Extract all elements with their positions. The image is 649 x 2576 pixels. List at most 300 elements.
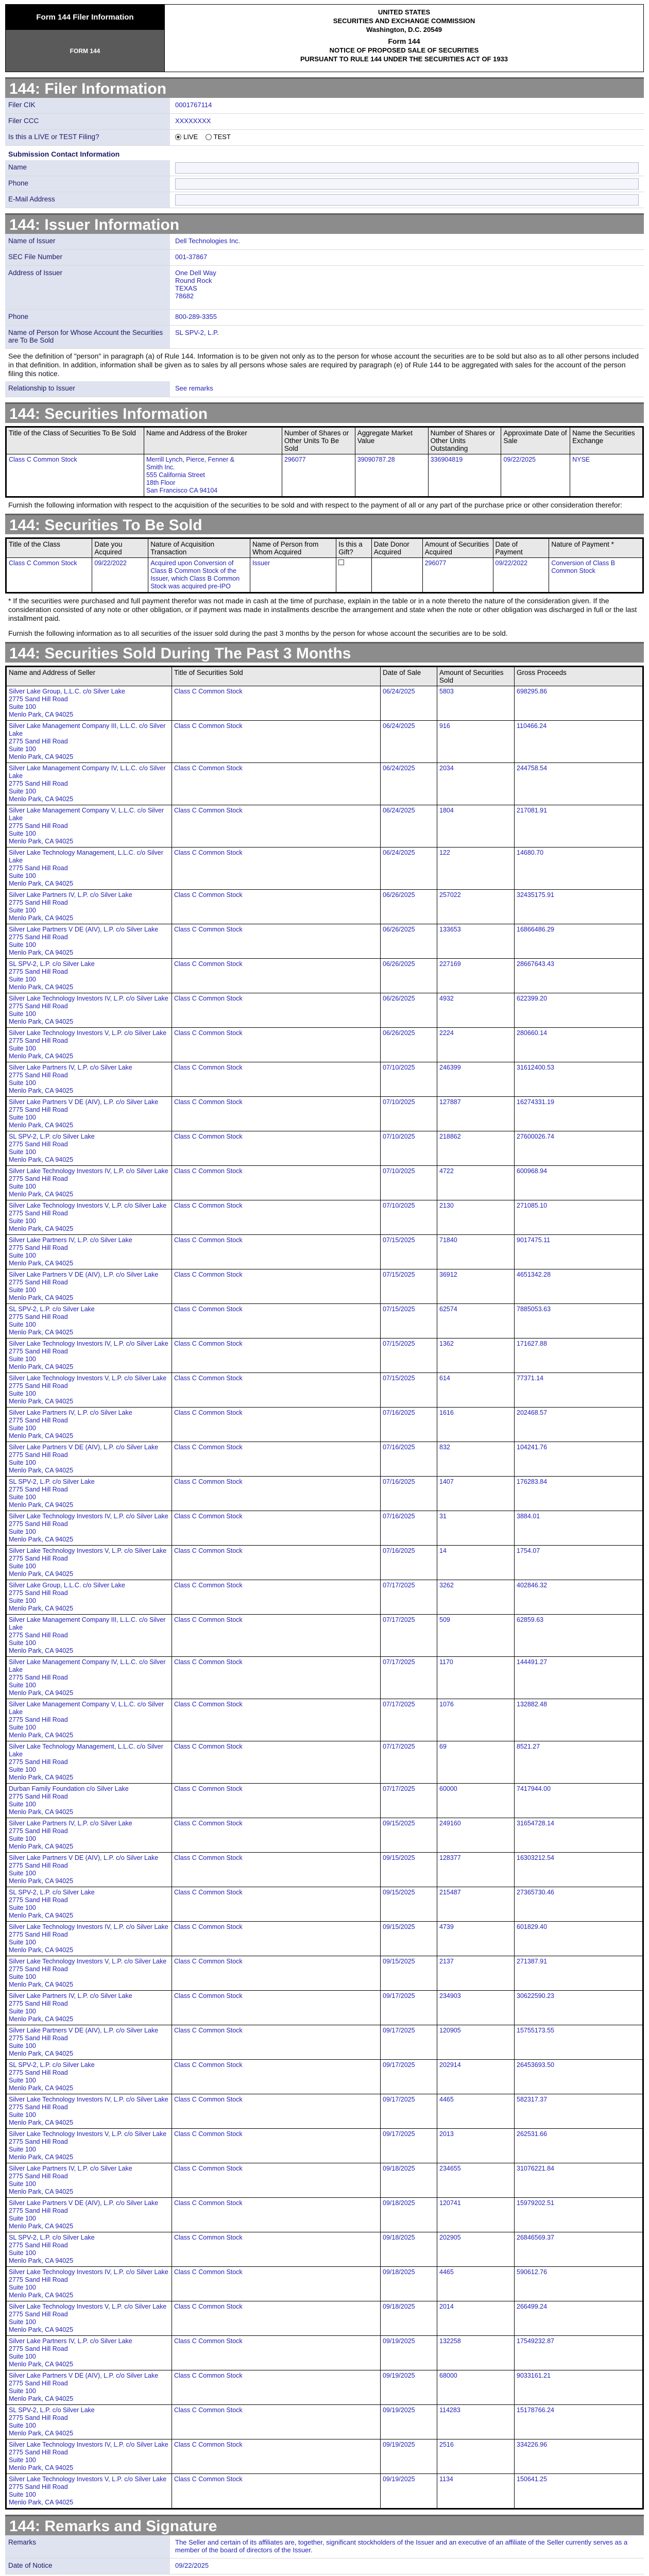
label: SEC File Number	[5, 250, 170, 265]
sale-date: 09/17/2025	[381, 2094, 437, 2129]
seller-address-line: Suite 100	[9, 1835, 36, 1842]
column-header: Name and Address of the Broker	[144, 427, 282, 454]
seller-address-line: 2775 Sand Hill Road	[9, 1348, 68, 1355]
label: Name of Issuer	[5, 234, 170, 249]
label: Remarks	[5, 2535, 170, 2558]
amount-sold: 215487	[437, 1887, 515, 1922]
broker-line: 555 California Street	[146, 471, 205, 479]
table-row	[6, 993, 643, 1028]
seller-address-line: Suite 100	[9, 1870, 36, 1877]
gross-proceeds: 144491.27	[515, 1657, 643, 1699]
seller-address-line: 2775 Sand Hill Road	[9, 1003, 68, 1010]
seller-address-line: Menlo Park, CA 94025	[9, 2499, 74, 2506]
sale-date: 07/16/2025	[381, 1511, 437, 1546]
gross-proceeds: 17549232.87	[515, 2336, 643, 2370]
gross-proceeds: 27365730.46	[515, 1887, 643, 1922]
table-row	[6, 2336, 643, 2370]
seller-address-line: Suite 100	[9, 1494, 36, 1501]
seller-address-line: 2775 Sand Hill Road	[9, 1417, 68, 1424]
seller-name: Silver Lake Management Company V, L.L.C. c/o Silver Lake	[9, 807, 164, 822]
security-title: Class C Common Stock	[172, 1657, 381, 1699]
security-title: Class C Common Stock	[172, 1269, 381, 1304]
amount-sold: 2224	[437, 1028, 515, 1062]
row-issuer-phone	[5, 310, 644, 326]
header-line: UNITED STATES	[378, 8, 431, 16]
column-header: Approximate Date of Sale	[501, 427, 570, 454]
sale-date: 09/15/2025	[381, 1956, 437, 1991]
sale-date: 09/19/2025	[381, 2439, 437, 2474]
gross-proceeds: 32435175.91	[515, 890, 643, 924]
table-header-row	[6, 667, 643, 686]
seller-address-line: Menlo Park, CA 94025	[9, 2326, 74, 2333]
seller-address-line: Menlo Park, CA 94025	[9, 914, 74, 922]
gross-proceeds: 16303212.54	[515, 1853, 643, 1887]
amount-sold: 62574	[437, 1304, 515, 1338]
seller-address-line: Suite 100	[9, 1682, 36, 1689]
seller-name: Silver Lake Technology Investors V, L.P. c/o Silver Lake	[9, 2303, 167, 2310]
seller-address-line: 2775 Sand Hill Road	[9, 865, 68, 872]
seller-address-line: Menlo Park, CA 94025	[9, 1981, 74, 1988]
sale-date: 07/10/2025	[381, 1200, 437, 1235]
label: Is this a LIVE or TEST Filing?	[5, 130, 170, 145]
table-row	[6, 2439, 643, 2474]
amount-sold: 132258	[437, 2336, 515, 2370]
amount-sold: 36912	[437, 1269, 515, 1304]
seller-name-address	[6, 1200, 172, 1235]
section-heading-securities: 144: Securities Information	[5, 402, 644, 423]
sale-date: 07/10/2025	[381, 1131, 437, 1166]
cell-amount: 296077	[422, 558, 493, 593]
seller-name-address	[6, 1097, 172, 1131]
seller-address-line: 2775 Sand Hill Road	[9, 822, 68, 829]
broker-line: Smith Inc.	[146, 464, 175, 471]
seller-name: Silver Lake Technology Investors V, L.P. c/o Silver Lake	[9, 1029, 167, 1037]
payment-footnote: * If the securities were purchased and full payment therefor was not made in cash at the time of purchase, explain in the table or in a note thereto the nature of the consideration given. If the consideration consisted of any note or other obligation, or if payment was made in installments describe the arrangement and state when the note or other obligation was discharged in full or the last installment paid.	[8, 597, 637, 622]
sale-date: 07/17/2025	[381, 1784, 437, 1818]
seller-name: Silver Lake Technology Investors V, L.P. c/o Silver Lake	[9, 1375, 167, 1382]
gross-proceeds: 16274331.19	[515, 1097, 643, 1131]
row-contact-name	[5, 160, 644, 176]
address-line: 78682	[175, 292, 194, 300]
column-header: Name of Person from Whom Acquired	[250, 538, 336, 558]
sale-date: 06/26/2025	[381, 993, 437, 1028]
table-row	[6, 1408, 643, 1442]
row-sec-file	[5, 250, 644, 266]
sale-date: 07/17/2025	[381, 1699, 437, 1741]
table-row	[6, 805, 643, 848]
seller-name: Silver Lake Partners IV, L.P. c/o Silver Lake	[9, 1064, 132, 1071]
table-row	[6, 721, 643, 763]
table-row	[6, 1887, 643, 1922]
seller-name: Silver Lake Management Company III, L.L.C. c/o Silver Lake	[9, 722, 166, 737]
gross-proceeds: 217081.91	[515, 805, 643, 848]
sale-date: 06/26/2025	[381, 959, 437, 993]
sale-date: 07/15/2025	[381, 1373, 437, 1408]
gross-proceeds: 3884.01	[515, 1511, 643, 1546]
contact-name-field[interactable]	[175, 162, 639, 174]
filer-cik-value: 0001767114	[175, 101, 212, 109]
security-title: Class C Common Stock	[172, 1699, 381, 1741]
label: Name of Person for Whose Account the Securities are To Be Sold	[5, 326, 170, 348]
securities-info-table	[5, 426, 644, 498]
gross-proceeds: 104241.76	[515, 1442, 643, 1477]
table-row	[6, 1580, 643, 1615]
security-title: Class C Common Stock	[172, 1991, 381, 2025]
amount-sold: 2516	[437, 2439, 515, 2474]
broker-line: Merrill Lynch, Pierce, Fenner &	[146, 456, 235, 463]
gross-proceeds: 1754.07	[515, 1546, 643, 1580]
table-row	[6, 2060, 643, 2094]
seller-name: Silver Lake Partners V DE (AIV), L.P. c/o Silver Lake	[9, 2199, 159, 2207]
cell-title: Class C Common Stock	[6, 558, 92, 593]
security-title: Class C Common Stock	[172, 1442, 381, 1477]
seller-address-line: Suite 100	[9, 1286, 36, 1294]
table-row	[6, 1853, 643, 1887]
seller-address-line: 2775 Sand Hill Road	[9, 2483, 68, 2490]
seller-name-address	[6, 1131, 172, 1166]
seller-address-line: Menlo Park, CA 94025	[9, 1363, 74, 1370]
label: Phone	[5, 310, 170, 325]
seller-name: Silver Lake Technology Investors IV, L.P. c/o Silver Lake	[9, 1513, 168, 1520]
seller-name-address	[6, 1028, 172, 1062]
contact-email-field[interactable]	[175, 194, 639, 206]
seller-address-line: Suite 100	[9, 1801, 36, 1808]
seller-name: Silver Lake Management Company IV, L.L.C. c/o Silver Lake	[9, 765, 166, 779]
security-title: Class C Common Stock	[172, 2094, 381, 2129]
seller-address-line: Menlo Park, CA 94025	[9, 880, 74, 887]
section-heading-filer: 144: Filer Information	[5, 77, 644, 98]
seller-name: Silver Lake Technology Investors IV, L.P. c/o Silver Lake	[9, 995, 168, 1002]
seller-name: Silver Lake Group, L.L.C. c/o Silver Lake	[9, 688, 125, 695]
seller-address-line: Suite 100	[9, 1148, 36, 1156]
table-row	[6, 924, 643, 959]
row-contact-email	[5, 192, 644, 208]
notice-line: NOTICE OF PROPOSED SALE OF SECURITIES	[329, 46, 479, 54]
table-row	[6, 686, 643, 721]
seller-name-address	[6, 2129, 172, 2163]
seller-address-line: Menlo Park, CA 94025	[9, 838, 74, 845]
seller-name-address	[6, 1442, 172, 1477]
seller-name-address	[6, 1062, 172, 1097]
seller-address-line: Menlo Park, CA 94025	[9, 795, 74, 803]
seller-address-line: Menlo Park, CA 94025	[9, 1689, 74, 1697]
table-row	[6, 1235, 643, 1269]
seller-name-address	[6, 1853, 172, 1887]
issuer-address-value	[170, 266, 644, 303]
sale-date: 07/16/2025	[381, 1477, 437, 1511]
seller-name-address	[6, 1991, 172, 2025]
table-row	[6, 1922, 643, 1956]
sale-date: 06/24/2025	[381, 721, 437, 763]
seller-address-line: Suite 100	[9, 2111, 36, 2119]
seller-address-line: Menlo Park, CA 94025	[9, 2154, 74, 2161]
security-title: Class C Common Stock	[172, 1546, 381, 1580]
column-header: Amount of Securities Acquired	[422, 538, 493, 558]
seller-address-line: Menlo Park, CA 94025	[9, 1432, 74, 1439]
amount-sold: 257022	[437, 890, 515, 924]
table-row	[6, 1131, 643, 1166]
seller-name: Silver Lake Management Company V, L.L.C. c/o Silver Lake	[9, 1701, 164, 1716]
test-radio[interactable]	[206, 134, 212, 140]
sale-date: 06/26/2025	[381, 924, 437, 959]
seller-address-line: Suite 100	[9, 2180, 36, 2188]
amount-sold: 31	[437, 1511, 515, 1546]
header-line: Washington, D.C. 20549	[366, 26, 442, 33]
table-row	[6, 1477, 643, 1511]
security-title: Class C Common Stock	[172, 1956, 381, 1991]
seller-name: Silver Lake Technology Investors IV, L.P. c/o Silver Lake	[9, 2268, 168, 2276]
security-title: Class C Common Stock	[172, 1062, 381, 1097]
seller-name: Silver Lake Partners IV, L.P. c/o Silver Lake	[9, 2165, 132, 2172]
seller-address-line: Suite 100	[9, 1425, 36, 1432]
sale-date: 09/19/2025	[381, 2336, 437, 2370]
contact-heading: Submission Contact Information	[8, 150, 120, 158]
cell-from: Issuer	[250, 558, 336, 593]
gross-proceeds: 9017475.11	[515, 1235, 643, 1269]
table-row	[6, 1028, 643, 1062]
seller-address-line: Menlo Park, CA 94025	[9, 1294, 74, 1301]
security-title: Class C Common Stock	[172, 2474, 381, 2509]
seller-name-address	[6, 1741, 172, 1784]
gross-proceeds: 31654728.14	[515, 1818, 643, 1853]
seller-name-address	[6, 2267, 172, 2301]
seller-address-line: Suite 100	[9, 745, 36, 753]
amount-sold: 249160	[437, 1818, 515, 1853]
seller-name: Silver Lake Partners IV, L.P. c/o Silver Lake	[9, 1409, 132, 1416]
tab-filer-information[interactable]: Form 144 Filer Information	[5, 4, 165, 30]
sale-date: 06/26/2025	[381, 1028, 437, 1062]
acquisition-note: Furnish the following information with respect to the acquisition of the securities to be sold and with respect to the payment of all or any part of the purchase price or other consideration therefor:	[8, 501, 623, 509]
seller-address-line: Menlo Park, CA 94025	[9, 1225, 74, 1232]
seller-address-line: Suite 100	[9, 2215, 36, 2222]
cell-shares: 296077	[282, 454, 355, 497]
column-header: Number of Shares or Other Units Outstanding	[428, 427, 501, 454]
table-row	[6, 1699, 643, 1741]
seller-name: Durban Family Foundation c/o Silver Lake	[9, 1785, 129, 1792]
gross-proceeds: 4651342.28	[515, 1269, 643, 1304]
cell-gift	[336, 558, 371, 593]
sale-date: 09/19/2025	[381, 2405, 437, 2439]
column-header: Date you Acquired	[92, 538, 148, 558]
seller-name-address	[6, 2439, 172, 2474]
address-line: TEXAS	[175, 284, 197, 292]
gross-proceeds: 600968.94	[515, 1166, 643, 1200]
gross-proceeds: 31612400.53	[515, 1062, 643, 1097]
seller-name: SL SPV-2, L.P. c/o Silver Lake	[9, 2061, 95, 2069]
amount-sold: 202905	[437, 2232, 515, 2267]
gross-proceeds: 150641.25	[515, 2474, 643, 2509]
seller-address-line: Suite 100	[9, 872, 36, 879]
seller-name-address	[6, 2301, 172, 2336]
sale-date: 07/15/2025	[381, 1235, 437, 1269]
seller-address-line: Menlo Park, CA 94025	[9, 1329, 74, 1336]
gross-proceeds: 402846.32	[515, 1580, 643, 1615]
seller-address-line: Menlo Park, CA 94025	[9, 1912, 74, 1919]
seller-address-line: Menlo Park, CA 94025	[9, 1122, 74, 1129]
seller-name-address	[6, 2060, 172, 2094]
seller-address-line: 2775 Sand Hill Road	[9, 899, 68, 906]
amount-sold: 2130	[437, 1200, 515, 1235]
seller-name-address	[6, 1887, 172, 1922]
seller-address-line: Suite 100	[9, 2456, 36, 2464]
seller-address-line: Suite 100	[9, 1079, 36, 1087]
amount-sold: 4722	[437, 1166, 515, 1200]
seller-name-address	[6, 1511, 172, 1546]
security-title: Class C Common Stock	[172, 1615, 381, 1657]
column-header: Title of the Class of Securities To Be Sold	[6, 427, 144, 454]
sale-date: 07/17/2025	[381, 1657, 437, 1699]
gross-proceeds: 262531.66	[515, 2129, 643, 2163]
live-radio[interactable]	[175, 134, 181, 140]
gross-proceeds: 334226.96	[515, 2439, 643, 2474]
seller-address-line: Menlo Park, CA 94025	[9, 1398, 74, 1405]
row-issuer-address	[5, 266, 644, 310]
amount-sold: 133653	[437, 924, 515, 959]
seller-address-line: Menlo Park, CA 94025	[9, 2464, 74, 2471]
seller-name-address	[6, 2094, 172, 2129]
sale-date: 09/17/2025	[381, 2025, 437, 2060]
amount-sold: 68000	[437, 2370, 515, 2405]
notice-line: PURSUANT TO RULE 144 UNDER THE SECURITIES ACT OF 1933	[300, 55, 508, 63]
seller-address-line: Menlo Park, CA 94025	[9, 984, 74, 991]
gross-proceeds: 8521.27	[515, 1741, 643, 1784]
seller-address-line: 2775 Sand Hill Road	[9, 1451, 68, 1459]
amount-sold: 218862	[437, 1131, 515, 1166]
table-row	[6, 1511, 643, 1546]
security-title: Class C Common Stock	[172, 1784, 381, 1818]
seller-address-line: 2775 Sand Hill Road	[9, 2104, 68, 2111]
gross-proceeds: 176283.84	[515, 1477, 643, 1511]
amount-sold: 1616	[437, 1408, 515, 1442]
column-header: Title of Securities Sold	[172, 667, 381, 686]
label: Address of Issuer	[5, 266, 170, 309]
past-sales-note: Furnish the following information as to all securities of the issuer sold during the past 3 months by the person for whose account the securities are to be sold.	[8, 629, 508, 637]
seller-name: Silver Lake Management Company IV, L.L.C. c/o Silver Lake	[9, 1658, 166, 1673]
table-row	[6, 1546, 643, 1580]
table-row	[6, 454, 643, 497]
seller-name-address	[6, 1615, 172, 1657]
amount-sold: 234903	[437, 1991, 515, 2025]
table-header-row	[6, 427, 643, 454]
column-header: Number of Shares or Other Units To Be Sold	[282, 427, 355, 454]
amount-sold: 128377	[437, 1853, 515, 1887]
seller-address-line: 2775 Sand Hill Road	[9, 1175, 68, 1182]
row-issuer-name	[5, 234, 644, 250]
sale-date: 07/10/2025	[381, 1097, 437, 1131]
table-row	[6, 1991, 643, 2025]
seller-address-line: Suite 100	[9, 976, 36, 983]
header-tabs	[5, 4, 165, 72]
seller-address-line: Suite 100	[9, 2249, 36, 2257]
security-title: Class C Common Stock	[172, 1304, 381, 1338]
seller-address-line: Menlo Park, CA 94025	[9, 1808, 74, 1816]
table-row	[6, 2232, 643, 2267]
seller-address-line: Menlo Park, CA 94025	[9, 1877, 74, 1885]
seller-name-address	[6, 1166, 172, 1200]
table-row	[6, 2267, 643, 2301]
seller-address-line: 2775 Sand Hill Road	[9, 2380, 68, 2387]
form-header	[5, 4, 644, 72]
seller-address-line: Menlo Park, CA 94025	[9, 1843, 74, 1850]
gift-checkbox[interactable]	[338, 560, 344, 565]
table-row	[6, 1818, 643, 1853]
seller-address-line: Suite 100	[9, 1252, 36, 1259]
seller-address-line: 2775 Sand Hill Road	[9, 2173, 68, 2180]
seller-address-line: 2775 Sand Hill Road	[9, 2207, 68, 2214]
amount-sold: 2137	[437, 1956, 515, 1991]
seller-address-line: 2775 Sand Hill Road	[9, 1589, 68, 1597]
security-title: Class C Common Stock	[172, 686, 381, 721]
sale-date: 09/18/2025	[381, 2163, 437, 2198]
seller-address-line: Suite 100	[9, 907, 36, 914]
address-line: One Dell Way	[175, 269, 216, 277]
gross-proceeds: 26846569.37	[515, 2232, 643, 2267]
seller-name: Silver Lake Technology Investors IV, L.P. c/o Silver Lake	[9, 1340, 168, 1347]
seller-address-line: Menlo Park, CA 94025	[9, 2050, 74, 2057]
seller-address-line: 2775 Sand Hill Road	[9, 1632, 68, 1639]
section-heading-remarks: 144: Remarks and Signature	[5, 2515, 644, 2535]
sale-date: 09/17/2025	[381, 2129, 437, 2163]
row-seller-name	[5, 326, 644, 349]
sale-date: 07/17/2025	[381, 1580, 437, 1615]
amount-sold: 120905	[437, 2025, 515, 2060]
seller-address-line: Suite 100	[9, 1045, 36, 1052]
seller-address-line: Menlo Park, CA 94025	[9, 1053, 74, 1060]
gross-proceeds: 7885053.63	[515, 1304, 643, 1338]
table-row	[6, 2163, 643, 2198]
gross-proceeds: 590612.76	[515, 2267, 643, 2301]
contact-phone-field[interactable]	[175, 178, 639, 190]
sale-date: 06/24/2025	[381, 763, 437, 805]
seller-address-line: Suite 100	[9, 1597, 36, 1604]
cell-acquired-date: 09/22/2022	[92, 558, 148, 593]
sale-date: 06/26/2025	[381, 890, 437, 924]
seller-name-address	[6, 1338, 172, 1373]
seller-address-line: Suite 100	[9, 2422, 36, 2429]
gross-proceeds: 110466.24	[515, 721, 643, 763]
seller-address-line: Menlo Park, CA 94025	[9, 949, 74, 956]
seller-address-line: Suite 100	[9, 1114, 36, 1121]
seller-address-line: 2775 Sand Hill Road	[9, 780, 68, 787]
column-header: Name and Address of Seller	[6, 667, 172, 686]
seller-name: Silver Lake Technology Investors V, L.P. c/o Silver Lake	[9, 2476, 167, 2483]
gross-proceeds: 15178766.24	[515, 2405, 643, 2439]
seller-name: Silver Lake Partners V DE (AIV), L.P. c/o Silver Lake	[9, 2027, 159, 2034]
seller-name-address	[6, 1477, 172, 1511]
seller-address-line: 2775 Sand Hill Road	[9, 2000, 68, 2007]
seller-name: Silver Lake Group, L.L.C. c/o Silver Lake	[9, 1582, 125, 1589]
amount-sold: 246399	[437, 1062, 515, 1097]
seller-name: Silver Lake Technology Management, L.L.C. c/o Silver Lake	[9, 849, 163, 864]
seller-name: SL SPV-2, L.P. c/o Silver Lake	[9, 1133, 95, 1140]
seller-name-address	[6, 1818, 172, 1853]
seller-address-line: 2775 Sand Hill Road	[9, 1793, 68, 1800]
sec-file-value: 001-37867	[175, 253, 208, 261]
seller-address-line: 2775 Sand Hill Road	[9, 2069, 68, 2076]
security-title: Class C Common Stock	[172, 1853, 381, 1887]
seller-name: Silver Lake Partners V DE (AIV), L.P. c/o Silver Lake	[9, 1271, 159, 1278]
seller-name: SL SPV-2, L.P. c/o Silver Lake	[9, 960, 95, 968]
cell-title: Class C Common Stock	[6, 454, 144, 497]
seller-address-line: Menlo Park, CA 94025	[9, 1605, 74, 1612]
tab-form-144[interactable]: FORM 144	[5, 30, 165, 72]
table-row	[6, 2025, 643, 2060]
security-title: Class C Common Stock	[172, 2060, 381, 2094]
security-title: Class C Common Stock	[172, 1235, 381, 1269]
seller-address-line: Menlo Park, CA 94025	[9, 2223, 74, 2230]
table-row	[6, 1166, 643, 1200]
table-row	[6, 2474, 643, 2509]
